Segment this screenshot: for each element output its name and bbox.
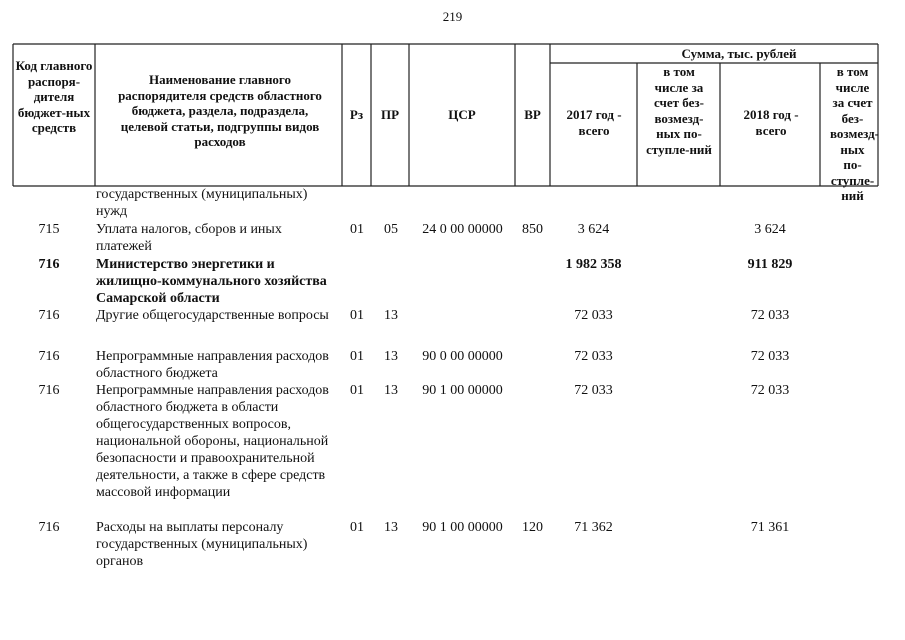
cell-total-2018: 3 624 xyxy=(754,222,786,237)
header-code: Код главного распоря-дителя бюджет-ных средств xyxy=(15,58,93,135)
header-rz: Рз xyxy=(349,107,364,122)
cell-total-2017: 1 982 358 xyxy=(565,257,622,272)
cell-total-2018: 911 829 xyxy=(747,257,793,272)
cell-vr: 120 xyxy=(522,520,543,535)
header-vr: ВР xyxy=(524,107,541,122)
cell-total-2018: 72 033 xyxy=(750,308,790,323)
cell-pr: 13 xyxy=(384,308,398,323)
cell-csr: 24 0 00 00000 xyxy=(422,222,503,237)
cell-pr: 13 xyxy=(384,383,398,398)
cell-code: 716 xyxy=(38,383,60,398)
cell-total-2017: 3 624 xyxy=(577,222,610,237)
cell-code: 716 xyxy=(38,520,60,535)
cell-code: 715 xyxy=(38,222,60,237)
cell-vr: 850 xyxy=(522,222,543,237)
cell-total-2017: 72 033 xyxy=(574,383,613,398)
header-free-2017: в том числе за счет без-возмезд-ных по-ступле-ний xyxy=(646,64,712,157)
cell-csr: 90 0 00 00000 xyxy=(422,349,503,364)
cell-pr: 13 xyxy=(384,349,398,364)
header-pr: ПР xyxy=(380,107,400,122)
header-total-2018: 2018 год - всего xyxy=(743,107,799,138)
cell-total-2017: 72 033 xyxy=(574,349,613,364)
cell-name: Непрограммные направления расходов областного бюджета xyxy=(96,349,329,381)
header-csr: ЦСР xyxy=(448,107,476,122)
cell-csr: 90 1 00 00000 xyxy=(422,383,503,398)
cell-code: 716 xyxy=(38,308,60,323)
page-number: 219 xyxy=(442,9,463,24)
cell-total-2018: 72 033 xyxy=(750,383,790,398)
cell-name: Другие общегосударственные вопросы xyxy=(96,308,329,323)
cell-rz: 01 xyxy=(350,520,364,535)
cell-pr: 13 xyxy=(384,520,398,535)
cell-name: Уплата налогов, сборов и иных платежей xyxy=(96,222,282,254)
cell-rz: 01 xyxy=(350,308,364,323)
cell-total-2018: 72 033 xyxy=(750,349,790,364)
cell-code: 716 xyxy=(38,349,60,364)
cell-name: Непрограммные направления расходов областного бюджета в области общегосударственных вопросов, национальной обороны, национальной безопасности и правоохранительной деятельности, а также в сфере средств массовой информации xyxy=(96,383,329,500)
cell-code: 716 xyxy=(38,257,60,272)
header-name: Наименование главного распорядителя средств областного бюджета, раздела, подраздела, целевой статьи, подгруппы видов расходов xyxy=(118,72,322,149)
cell-total-2017: 71 362 xyxy=(574,520,613,535)
cell-name: Расходы на выплаты персоналу государственных (муниципальных) органов xyxy=(96,520,308,569)
cell-name: Министерство энергетики и жилищно-коммунального хозяйства Самарской области xyxy=(96,257,327,306)
header-total-2017: 2017 год - всего xyxy=(566,107,622,138)
cell-rz: 01 xyxy=(350,222,364,237)
cell-rz: 01 xyxy=(350,383,364,398)
header-free-2018: в том числе за счет без-возмезд-ных по-ступле-ний xyxy=(830,64,879,203)
header-sum-group: Сумма, тыс. рублей xyxy=(681,46,797,61)
cell-rz: 01 xyxy=(350,349,364,364)
cell-total-2018: 71 361 xyxy=(750,520,790,535)
cell-name: государственных (муниципальных) нужд xyxy=(96,187,308,219)
cell-csr: 90 1 00 00000 xyxy=(422,520,503,535)
cell-total-2017: 72 033 xyxy=(574,308,613,323)
cell-pr: 05 xyxy=(384,222,398,237)
